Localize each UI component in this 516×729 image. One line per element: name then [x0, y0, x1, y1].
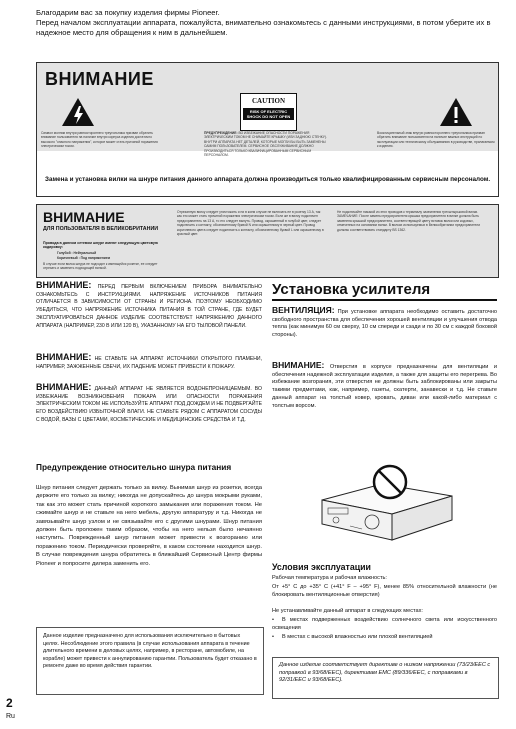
operating-temp-title: Рабочая температура и рабочая влажность: [272, 575, 387, 581]
language-code: Ru [6, 713, 15, 720]
operating-conditions-title: Условия эксплуатации [272, 562, 371, 572]
fuse-instructions: Отрезанную вилку следует уничтожить и ни в коем случае не включать ее в розетку 13 А, так как это может стать причиной поражения электрическим током. Если же в вилку подключен предохранитель на 13 А, то его следует вынуть. Провод, окрашенный в голубой цвет, следует подключить к контакту, обозначенному буквой N или окрашенному в черный цвет. Провод коричневого цвета следует подключить к контакту, обозначенному буквой L или окрашенному в красный цвет. [177, 210, 324, 237]
water-warning [36, 384, 262, 425]
ventilation-text: При установке аппарата необходимо оставить достаточно свободного пространства для обеспечения хорошей вентиляции и улучшения отвода тепла (как минимум 60 см сверху, 10 см спереди и сзади и по 30 см с каждой боковой стороны). [272, 309, 497, 339]
warning-box-2 [36, 204, 499, 278]
openings-warning-text: Отверстия в корпусе предназначены для вентиляции и обеспечения надежной эксплуатации изделия, а также для защиты его перегрева. Во избежание возгорания, эти отверстия не должны быть заблокированы или закрыты такими предметами, как, например, газеты, скатерти, занавески и т.д. Не ставьте данный аппарат на толстый ковер, кровать, диван или какой-либо материал с толстым ворсом. [272, 364, 497, 409]
water-warning-label: ВНИМАНИЕ: [36, 382, 92, 392]
intro-line-1: Благодарим вас за покупку изделия фирмы Pioneer. [36, 8, 220, 17]
plug-replacement-note: Замена и установка вилки на шнуре питания данного аппарата должна производиться только квалифицированным сервисным персоналом. [45, 176, 491, 183]
install-title: Установка усилителя [272, 281, 431, 298]
exclamation-description: Восклицательный знак внутри равностороннего треугольника призван обратить внимание пользователя на наличие важных инструкций по эксплуатации или техническому обслуживанию в руководстве, прилагаемом к изделию. [377, 131, 495, 149]
caution-subtitle: RISK OF ELECTRIC SHOCK DO NOT OPEN [243, 108, 294, 120]
plug-cut-note: В случае если вилка шнура не подходит к имеющейся розетке, ее следует отрезать и заменить подходящей вилкой. [43, 262, 158, 271]
install-title-rule [272, 299, 497, 301]
emc-compliance-text: Данное изделие соответствует директиве о низком напряжении (73/23/EEC с поправкой в 93/68/EEC), директивам EMC (89/336/EEC, с поправками в 92/31/EEC и 93/68/EEC). [279, 662, 491, 684]
exclamation-triangle-icon [439, 97, 473, 127]
caution-description-label: ПРЕДУПРЕЖДЕНИЕ: [204, 131, 238, 135]
power-voltage-text: ПЕРЕД ПЕРВЫМ ВКЛЮЧЕНИЕМ ПРИБОРА ВНИМАТЕЛЬНО ОЗНАКОМЬТЕСЬ С ИНСТРУКЦИЯМИ. НАПРЯЖЕНИЕ ИСТОЧНИКОВ ПИТАНИЯ ОТЛИЧАЕТСЯ В ЗАВИСИМОСТИ ОТ СТРАНЫ И РЕГИОНА. ПОЭТОМУ НЕОБХОДИМО УБЕДИТЬСЯ, ЧТО НАПРЯЖЕНИЕ ИСТОЧНИКА ПИТАНИЯ В ТОЙ СТРАНЕ, ГДЕ БУДЕТ ЭКСПЛУАТИРОВАТЬСЯ ДАННОЕ ИЗДЕЛИЕ СООТВЕТСТВУЕТ НАПРЯЖЕНИЮ ДАННОГО АППАРАТА (НАПРИМЕР, 230 В ИЛИ 120 В), УКАЗАННОМУ НА ЕГО ТЫЛОВОЙ ПАНЕЛИ. [36, 284, 263, 329]
intro-line-2: Перед началом эксплуатации аппарата, пожалуйста, внимательно ознакомьтесь с данными инструкциями, в потом уберите их в надежное место для обращения к ним в дальнейшем. [36, 18, 491, 37]
water-warning-text: ДАННЫЙ АППАРАТ НЕ ЯВЛЯЕТСЯ ВОДОНЕПРОНИЦАЕМЫМ. ВО ИЗБЕЖАНИЕ ВОЗНИКНОВЕНИЯ ПОЖАРА ИЛИ ОПАСНОСТИ ПОРАЖЕНИЯ ЭЛЕКТРИЧЕСКИМ ТОКОМ НЕ ИСПОЛЬЗУЙТЕ АППАРАТ ПОД ДОЖДЕМ И НЕ ПОДВЕРГАЙТЕ ЕГО ВОЗДЕЙСТВИЮ ИЗБЫТОЧНОЙ ВЛАГИ. НЕ СТАВЬТЕ РЯДОМ С АППАРАТОМ СОСУДЫ С ВОДОЙ, ВАЗЫ С ЦВЕТАМИ, КОСМЕТИЧЕСКИЕ И МЕДИЦИНСКИЕ СРЕДСТВА И Т.Д. [36, 386, 263, 423]
household-use-text: Данное изделие предназначено для использования исключительно в бытовых целях. Несоблюдение этого правила (в случае использования аппарата в течение длительного времени в деловых целях, например, в ресторане, автомобиле, на корабле) может привести к аннулированию гарантии. Пользователь будет отказано в ремонте даже во время действия гарантии. [43, 633, 257, 670]
power-cord-title: Предупреждение относительно шнура питания [36, 462, 232, 472]
open-flame-label: ВНИМАНИЕ: [36, 352, 92, 362]
emc-compliance-note [272, 657, 499, 699]
amplifier-no-cover-illustration [312, 460, 460, 552]
warning-header-2: ВНИМАНИЕ [43, 209, 125, 225]
open-flame-warning [36, 354, 262, 371]
ventilation-section [272, 307, 497, 340]
placement-bullet-2-text: В местах с высокой влажностью или плохой вентиляцией [282, 634, 433, 640]
caution-description-text: ВО ИЗБЕЖАНИЕ ОПАСНОСТИ ПОРАЖЕНИЯ ЭЛЕКТРИЧЕСКИМ ТОКОМ НЕ СНИМАЙТЕ КРЫШКУ (ИЛИ ЗАДНЮЮ СТЕНКУ). ВНУТРИ АППАРАТА НЕТ ДЕТАЛЕЙ, КОТОРЫЕ МОГЛИ БЫ БЫТЬ ЗАМЕНЕНЫ САМИМ ПОЛЬЗОВАТЕЛЕМ. СЕРВИСНОЕ ОБСЛУЖИВАНИЕ ДОЛЖНО ПРОИЗВОДИТЬСЯ ТОЛЬКО КВАЛИФИЦИРОВАННЫМ СЕРВИСНЫМ ПЕРСОНАЛОМ. [204, 131, 327, 158]
lightning-triangle-icon [61, 97, 95, 127]
caution-title: CAUTION [251, 97, 286, 105]
placement-restrictions-title: Не устанавливайте данный аппарат в следующих местах: [272, 608, 423, 614]
earth-terminal-note: Не подключайте никакой из этих проводов к терминалу заземления трехштырьковой вилки. ЗАМЕЧАНИЕ: После замены предохранителя крышка предохранителя в вилке должна быть заменена крышкой предохранителя, соответствующей цвету вставок вилки или кодовых, отмеченных на основании вилки. В вилках используемых в Великобритании предохранители должны соответствовать стандарту BS 1362. [337, 210, 481, 232]
ventilation-label: ВЕНТИЛЯЦИЯ: [272, 305, 335, 315]
lightning-description: Символ молнии внутри равностороннего треугольника призван обратить внимание пользователя на наличие внутри корпуса изделия достаточно высокого "опасного напряжения", которое может стать причиной поражения электрическим током. [41, 131, 158, 149]
warning-header-1: ВНИМАНИЕ [45, 69, 154, 89]
uk-users-title: ДЛЯ ПОЛЬЗОВАТЕЛЯ В ВЕЛИКОБРИТАНИИ [43, 226, 159, 232]
household-use-note [36, 627, 264, 695]
page-number: 2 [6, 696, 13, 710]
open-flame-text: НЕ СТАВЬТЕ НА АППАРАТ ИСТОЧНИКИ ОТКРЫТОГО ПЛАМЕНИ, НАПРИМЕР, ЗАЖЖЕННЫЕ СВЕЧИ, ИХ ПАДЕНИЕ МОЖЕТ ПРИВЕСТИ К ПОЖАРУ. [36, 356, 262, 370]
caution-description [204, 131, 328, 157]
wire-color-title: Провода в данном сетевом шнуре имеют следующую цветовую кодировку: [43, 241, 158, 250]
wire-blue: Голубой : Нейтральный [57, 251, 97, 255]
openings-warning-label: ВНИМАНИЕ: [272, 360, 325, 370]
power-voltage-label: ВНИМАНИЕ: [36, 280, 92, 290]
placement-bullet-1: • В местах подверженных воздействию солнечного света или искусственного освещения [272, 617, 497, 631]
placement-bullet-2: • В местах с высокой влажностью или плохой вентиляцией [272, 634, 433, 640]
power-cord-text: Шнур питания следует держать только за вилку. Вынимая шнур из розетки, всегда держите его только за вилку; никогда не допускайтесь до шнура мокрыми руками, так как это может стать причиной короткого замыкания или поражения током. Не сжимайте шнур и не ставьте на него мебель, другую аппаратуру и т.д. Никогда не завязывайте шнур узлом и не связывайте его с другими шнурами. Шнур питания должен быть проложен таким образом, чтобы на него нельзя было нечаянно наступить. Поврежденный шнур питания может привести к возгоранию или поражению током. Периодически проверяйте, в каком состоянии находится шнур. В случае повреждения шнура обратитесь в ближайший Сервисный Центр фирмы Pioneer и попросите дилера заменить его. [36, 485, 262, 567]
power-voltage-warning [36, 282, 262, 330]
openings-warning [272, 362, 497, 410]
placement-bullet-1-text: В местах подверженных воздействию солнечного света или искусственного освещения [272, 617, 497, 631]
intro [36, 8, 496, 38]
warning-box-1 [36, 62, 499, 197]
operating-temp-values: От +5° C до +35° C (+41° F – +95° F), менее 85% относительной влажности (не блокировать вентиляционные отверстия) [272, 584, 497, 598]
caution-label [240, 93, 297, 131]
wire-brown: Коричневый : Под напряжением [57, 256, 111, 260]
